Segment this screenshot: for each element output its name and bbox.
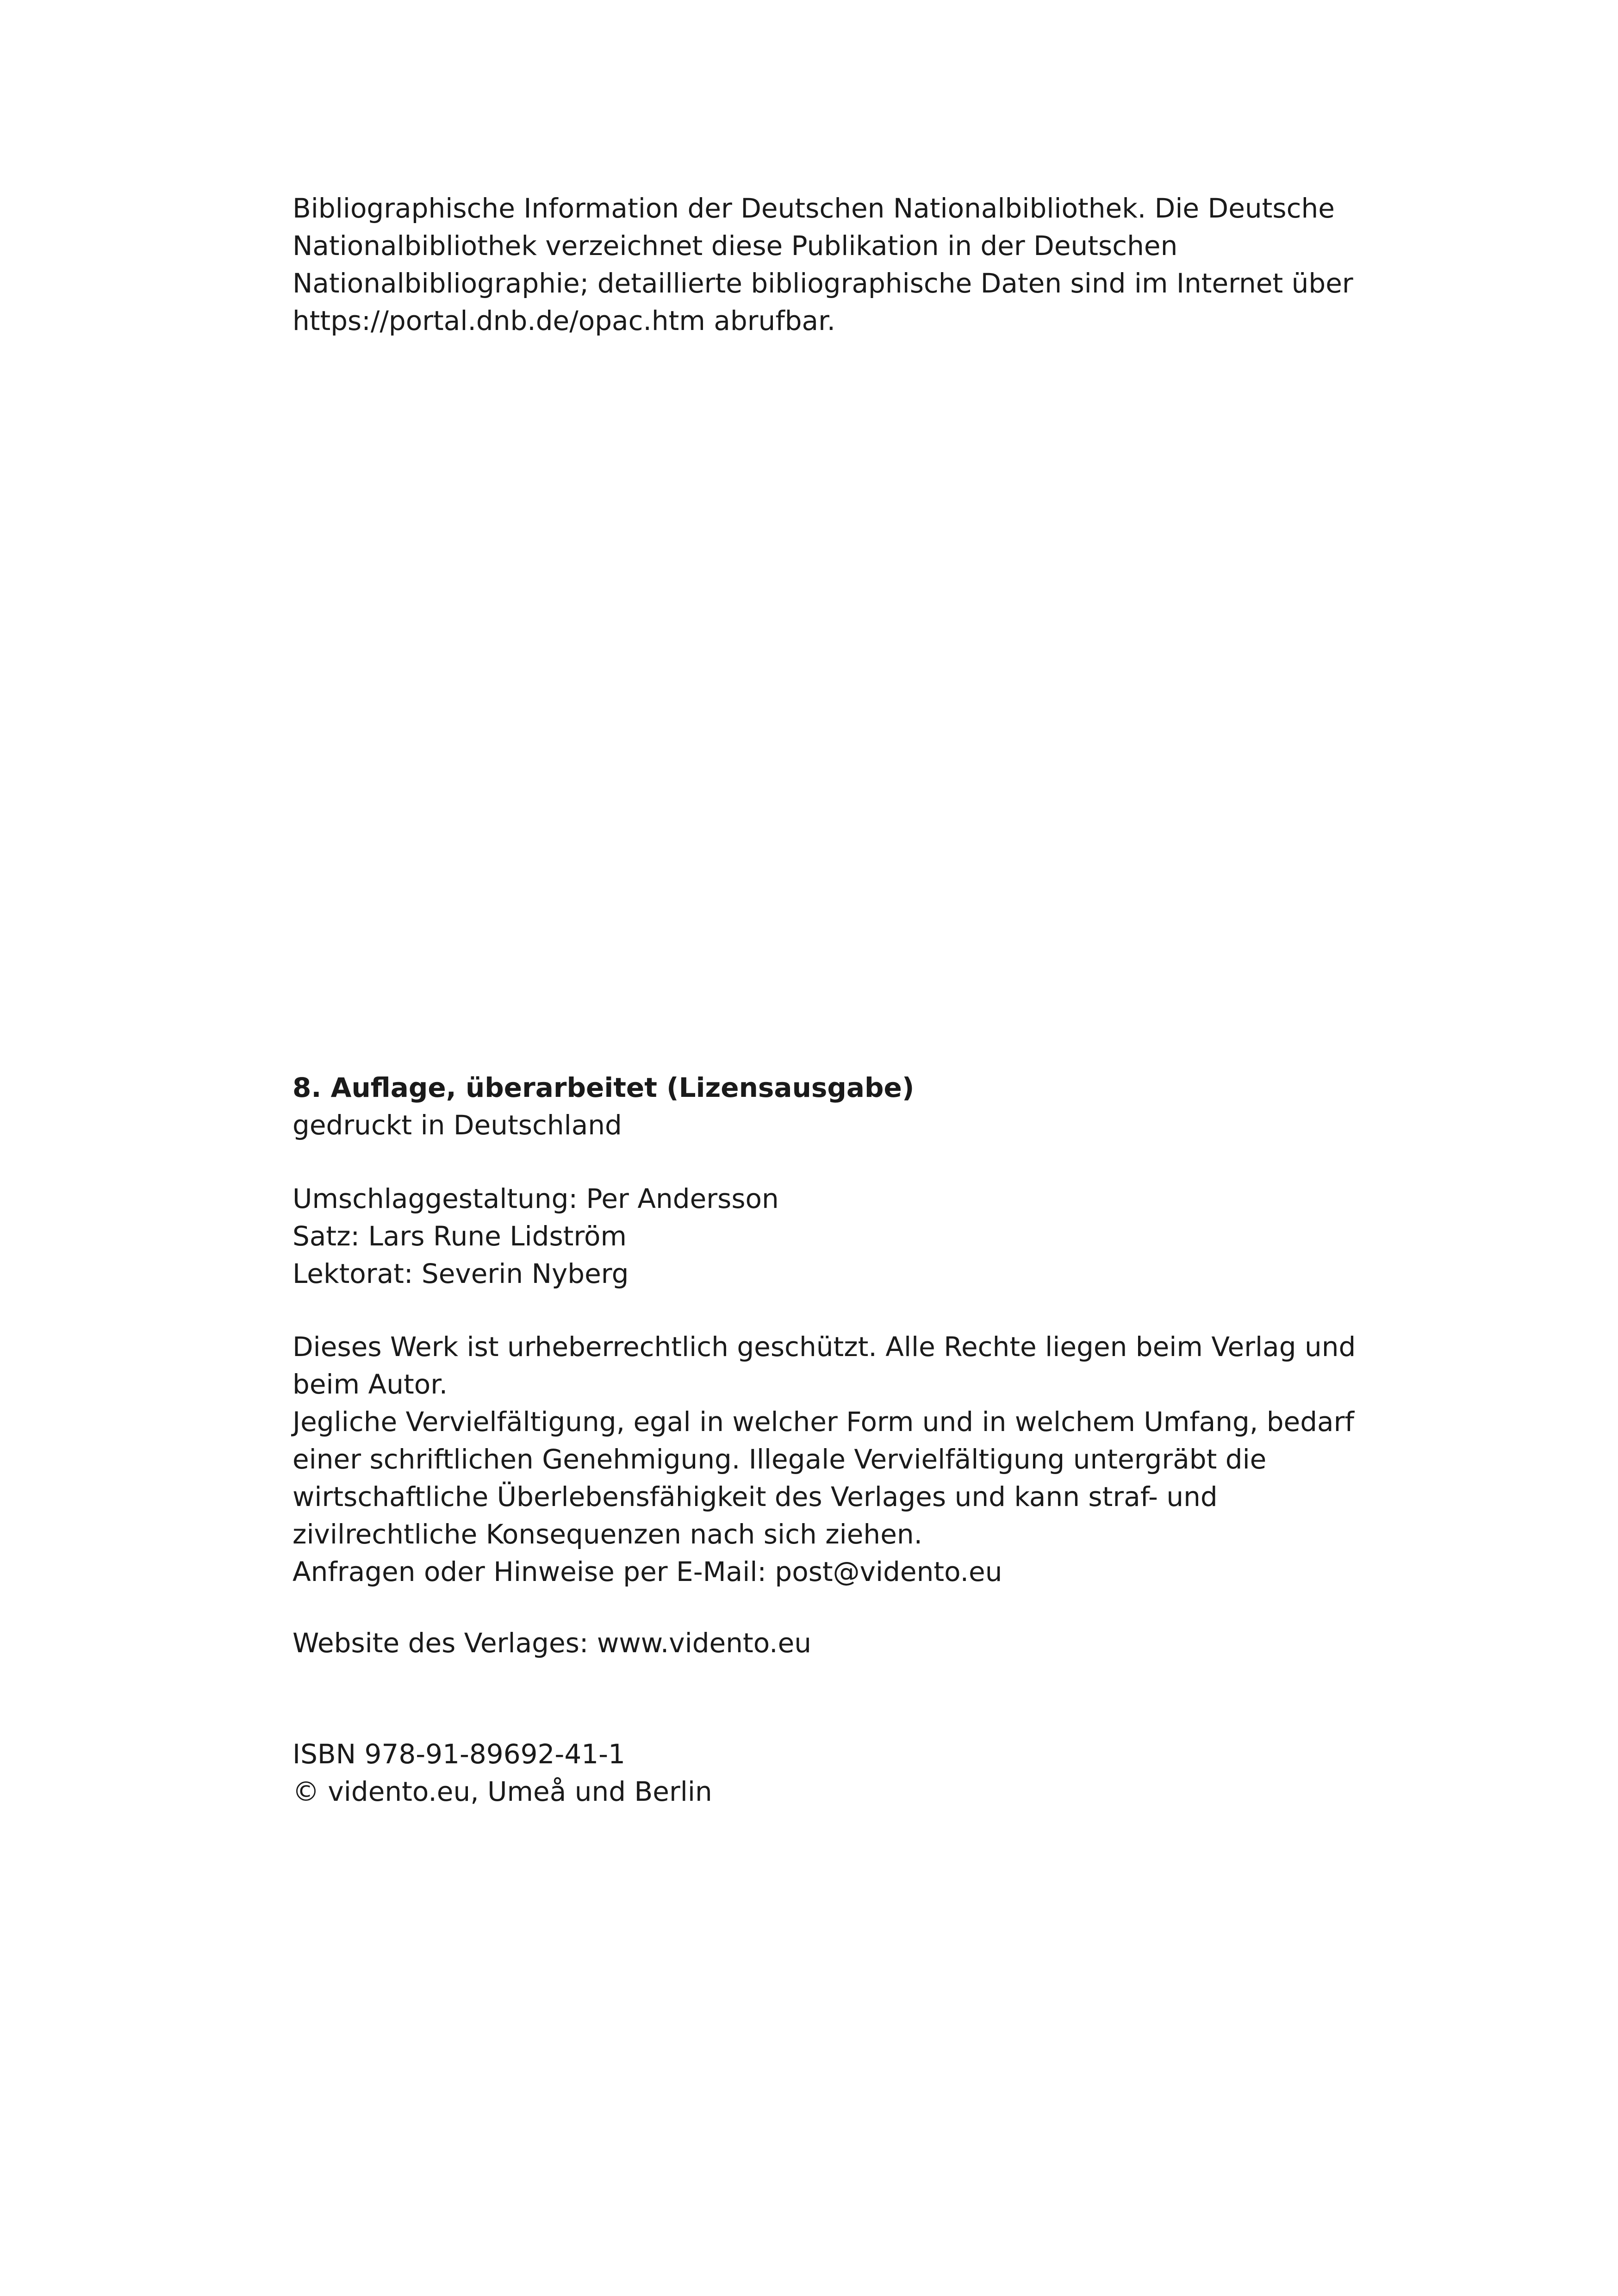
rights-line: Dieses Werk ist urheberrechtlich geschützt. Alle Rechte liegen beim Verlag und [292, 1331, 1356, 1363]
edition-title: 8. Auflage, überarbeitet (Lizensausgabe) [292, 1072, 915, 1103]
contact-email-line: Anfragen oder Hinweise per E-Mail: post@vidento.eu [292, 1556, 1002, 1587]
rights-line: einer schriftlichen Genehmigung. Illegale Vervielfältigung untergräbt die [292, 1444, 1267, 1475]
bibliographic-notice [292, 190, 1394, 340]
rights-line: zivilrechtliche Konsequenzen nach sich ziehen. [292, 1518, 923, 1550]
bibliographic-notice-line: Bibliographische Information der Deutschen Nationalbibliothek. Die Deutsche [292, 193, 1335, 224]
website-line: Website des Verlages: www.vidento.eu [292, 1627, 812, 1659]
printed-in: gedruckt in Deutschland [292, 1109, 622, 1141]
publisher-website [292, 1624, 1394, 1662]
cover-design-credit: Umschlaggestaltung: Per Andersson [292, 1183, 779, 1214]
bibliographic-notice-line: Nationalbibliothek verzeichnet diese Publikation in der Deutschen [292, 230, 1178, 261]
copyright-line: © vidento.eu, Umeå und Berlin [292, 1776, 712, 1807]
typesetting-credit: Satz: Lars Rune Lidström [292, 1220, 627, 1252]
bibliographic-notice-line: https://portal.dnb.de/opac.htm abrufbar. [292, 305, 836, 336]
bibliographic-notice-line: Nationalbibliographie; detaillierte bibliographische Daten sind im Internet über [292, 268, 1353, 299]
rights-line: beim Autor. [292, 1369, 448, 1400]
rights-notice [292, 1328, 1394, 1591]
editing-credit: Lektorat: Severin Nyberg [292, 1258, 629, 1289]
edition-info [292, 1069, 1394, 1144]
credits [292, 1180, 1394, 1293]
isbn-number: ISBN 978-91-89692-41-1 [292, 1738, 625, 1770]
rights-line: Jegliche Vervielfältigung, egal in welcher Form und in welchem Umfang, bedarf [292, 1406, 1354, 1437]
rights-line: wirtschaftliche Überlebensfähigkeit des Verlages und kann straf- und [292, 1481, 1218, 1512]
isbn-block [292, 1736, 1394, 1811]
